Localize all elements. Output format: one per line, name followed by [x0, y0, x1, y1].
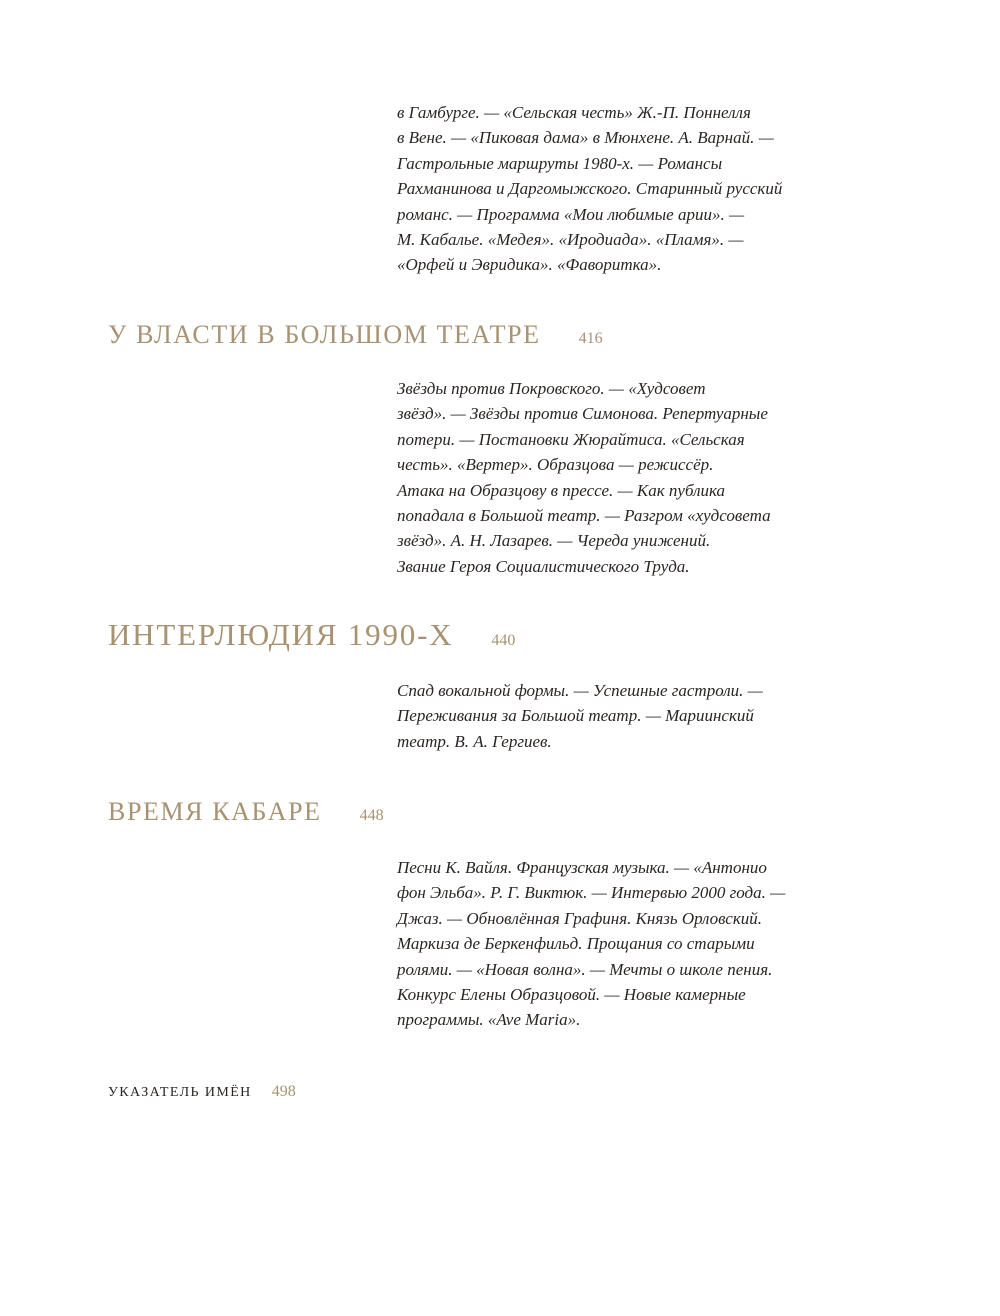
summary-line: Рахманинова и Даргомыжского. Старинный русский [397, 179, 783, 199]
section-summary-cabaret [397, 855, 817, 1033]
section-summary-interlude [397, 678, 817, 754]
index-title: УКАЗАТЕЛЬ ИМЁН [108, 1085, 252, 1100]
section-page-number: 448 [359, 807, 384, 824]
index-of-names-entry[interactable] [108, 1083, 296, 1101]
section-heading-power[interactable] [108, 320, 603, 350]
summary-line: Джаз. — Обновлённая Графиня. Князь Орловский. [397, 908, 763, 928]
summary-line: звёзд». А. Н. Лазарев. — Череда унижений. [397, 531, 711, 551]
summary-line: Спад вокальной формы. — Успешные гастроли. — [397, 681, 763, 700]
summary-line: потери. — Постановки Жюрайтиса. «Сельская [397, 429, 745, 449]
summary-line: честь». «Вертер». Образцова — режиссёр. [397, 455, 714, 475]
summary-line: в Вене. — «Пиковая дама» в Мюнхене. А. Варнай. — [397, 128, 774, 148]
summary-line: звёзд». — Звёзды против Симонова. Репертуарные [397, 404, 768, 424]
section-summary-power [397, 376, 817, 579]
summary-line: «Орфей и Эвридика». «Фаворитка». [397, 255, 662, 275]
summary-line: Переживания за Большой театр. — Мариинский [397, 706, 754, 726]
intro-summary [397, 100, 817, 278]
section-title: У ВЛАСТИ В БОЛЬШОМ ТЕАТРЕ [108, 320, 541, 349]
section-title: ИНТЕРЛЮДИЯ 1990-Х [108, 617, 454, 652]
section-title: ВРЕМЯ КАБАРЕ [108, 797, 322, 826]
summary-line: Маркиза де Беркенфильд. Прощания со старыми [397, 934, 755, 954]
summary-line: Песни К. Вайля. Французская музыка. — «Антонио [397, 858, 767, 877]
summary-line: фон Эльба». Р. Г. Виктюк. — Интервью 2000 года. — [397, 883, 786, 903]
section-page-number: 440 [491, 632, 516, 649]
summary-line: романс. — Программа «Мои любимые арии». — [397, 204, 745, 224]
index-page-number: 498 [271, 1083, 296, 1100]
summary-line: театр. В. А. Гергиев. [397, 731, 552, 751]
summary-line: Звание Героя Социалистического Труда. [397, 556, 690, 576]
summary-line: попадала в Большой театр. — Разгром «худсовета [397, 506, 771, 526]
section-page-number: 416 [578, 330, 603, 347]
summary-line: Конкурс Елены Образцовой. — Новые камерные [397, 985, 746, 1005]
summary-line: ролями. — «Новая волна». — Мечты о школе пения. [397, 959, 773, 979]
summary-line: программы. «Ave Maria». [397, 1010, 581, 1030]
section-heading-interlude[interactable] [108, 617, 515, 653]
section-heading-cabaret[interactable] [108, 797, 384, 827]
summary-line: Атака на Образцову в прессе. — Как публика [397, 480, 726, 500]
summary-line: М. Кабалье. «Медея». «Иродиада». «Пламя». — [397, 230, 744, 250]
summary-line: Звёзды против Покровского. — «Худсовет [397, 379, 706, 398]
summary-line: в Гамбурге. — «Сельская честь» Ж.-П. Поннелля [397, 103, 751, 122]
summary-line: Гастрольные маршруты 1980-х. — Романсы [397, 153, 723, 173]
